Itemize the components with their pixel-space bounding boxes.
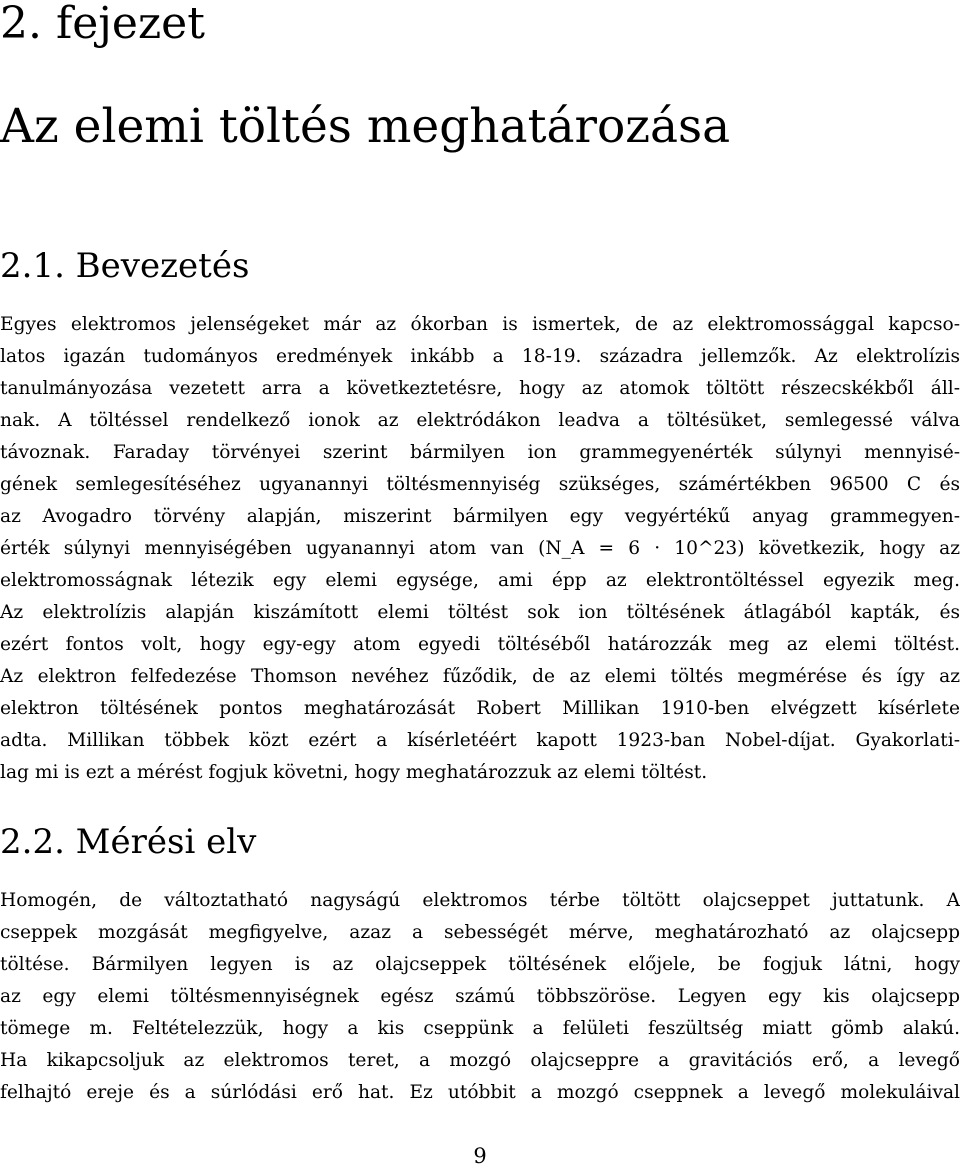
chapter-title: Az elemi töltés meghatározása bbox=[0, 99, 731, 154]
paragraph-line: adta. Millikan többek közt ezért a kísérletéért kapott 1923-ban Nobel-díjat. Gyakorlati- bbox=[0, 730, 960, 751]
introduction-paragraph bbox=[0, 309, 960, 789]
paragraph-line: az egy elemi töltésmennyiségnek egész számú többszöröse. Legyen egy kis olajcsepp bbox=[0, 986, 960, 1007]
page-number: 9 bbox=[473, 1144, 487, 1168]
paragraph-line: gének semlegesítéséhez ugyanannyi töltésmennyiség szükséges, számértékben 96500 C és bbox=[0, 474, 960, 495]
paragraph-line: lag mi is ezt a mérést fogjuk követni, hogy meghatározzuk az elemi töltést. bbox=[0, 762, 708, 783]
paragraph-line: latos igazán tudományos eredmények inkább a 18-19. századra jellemzők. Az elektrolízis bbox=[0, 346, 960, 367]
paragraph-line: Egyes elektromos jelenségeket már az ókorban is ismertek, de az elektromossággal kapcso- bbox=[0, 314, 960, 335]
chapter-label: 2. fejezet bbox=[0, 0, 205, 49]
paragraph-line: elektron töltésének pontos meghatározását Robert Millikan 1910-ben elvégzett kísérlete bbox=[0, 698, 960, 719]
paragraph-line: ezért fontos volt, hogy egy-egy atom egyedi töltéséből határozzák meg az elemi töltést. bbox=[0, 634, 960, 655]
paragraph-line: elektromosságnak létezik egy elemi egysége, ami épp az elektrontöltéssel egyezik meg. bbox=[0, 570, 960, 591]
paragraph-line: tömege m. Feltételezzük, hogy a kis cseppünk a felületi feszültség miatt gömb alakú. bbox=[0, 1018, 960, 1039]
paragraph-line: töltése. Bármilyen legyen is az olajcseppek töltésének előjele, be fogjuk látni, hogy bbox=[0, 954, 960, 975]
paragraph-line: nak. A töltéssel rendelkező ionok az elektródákon leadva a töltésüket, semlegessé válva bbox=[0, 410, 960, 431]
paragraph-line: távoznak. Faraday törvényei szerint bármilyen ion grammegyenérték súlynyi mennyisé- bbox=[0, 442, 960, 463]
paragraph-line: Ha kikapcsoljuk az elektromos teret, a mozgó olajcseppre a gravitációs erő, a levegő bbox=[0, 1050, 960, 1071]
paragraph-line: Homogén, de változtatható nagyságú elektromos térbe töltött olajcseppet juttatunk. A bbox=[0, 890, 960, 911]
paragraph-line: Az elektrolízis alapján kiszámított elemi töltést sok ion töltésének átlagából kapták, és bbox=[0, 602, 960, 623]
measurement-principle-paragraph bbox=[0, 885, 960, 1109]
section-heading-introduction: 2.1. Bevezetés bbox=[0, 246, 250, 286]
paragraph-line: tanulmányozása vezetett arra a következtetésre, hogy az atomok töltött részecskékből áll- bbox=[0, 378, 960, 399]
paragraph-line: cseppek mozgását megfigyelve, azaz a sebességét mérve, meghatározható az olajcsepp bbox=[0, 922, 960, 943]
paragraph-line: az Avogadro törvény alapján, miszerint bármilyen egy vegyértékű anyag grammegyen- bbox=[0, 506, 960, 527]
paragraph-line: felhajtó ereje és a súrlódási erő hat. Ez utóbbit a mozgó cseppnek a levegő molekuláival bbox=[0, 1082, 960, 1103]
section-heading-measurement-principle: 2.2. Mérési elv bbox=[0, 822, 257, 862]
paragraph-line: érték súlynyi mennyiségében ugyanannyi atom van (N_A = 6 · 10^23) következik, hogy az bbox=[0, 538, 960, 559]
paragraph-line: Az elektron felfedezése Thomson nevéhez fűződik, de az elemi töltés megmérése és így az bbox=[0, 666, 960, 687]
